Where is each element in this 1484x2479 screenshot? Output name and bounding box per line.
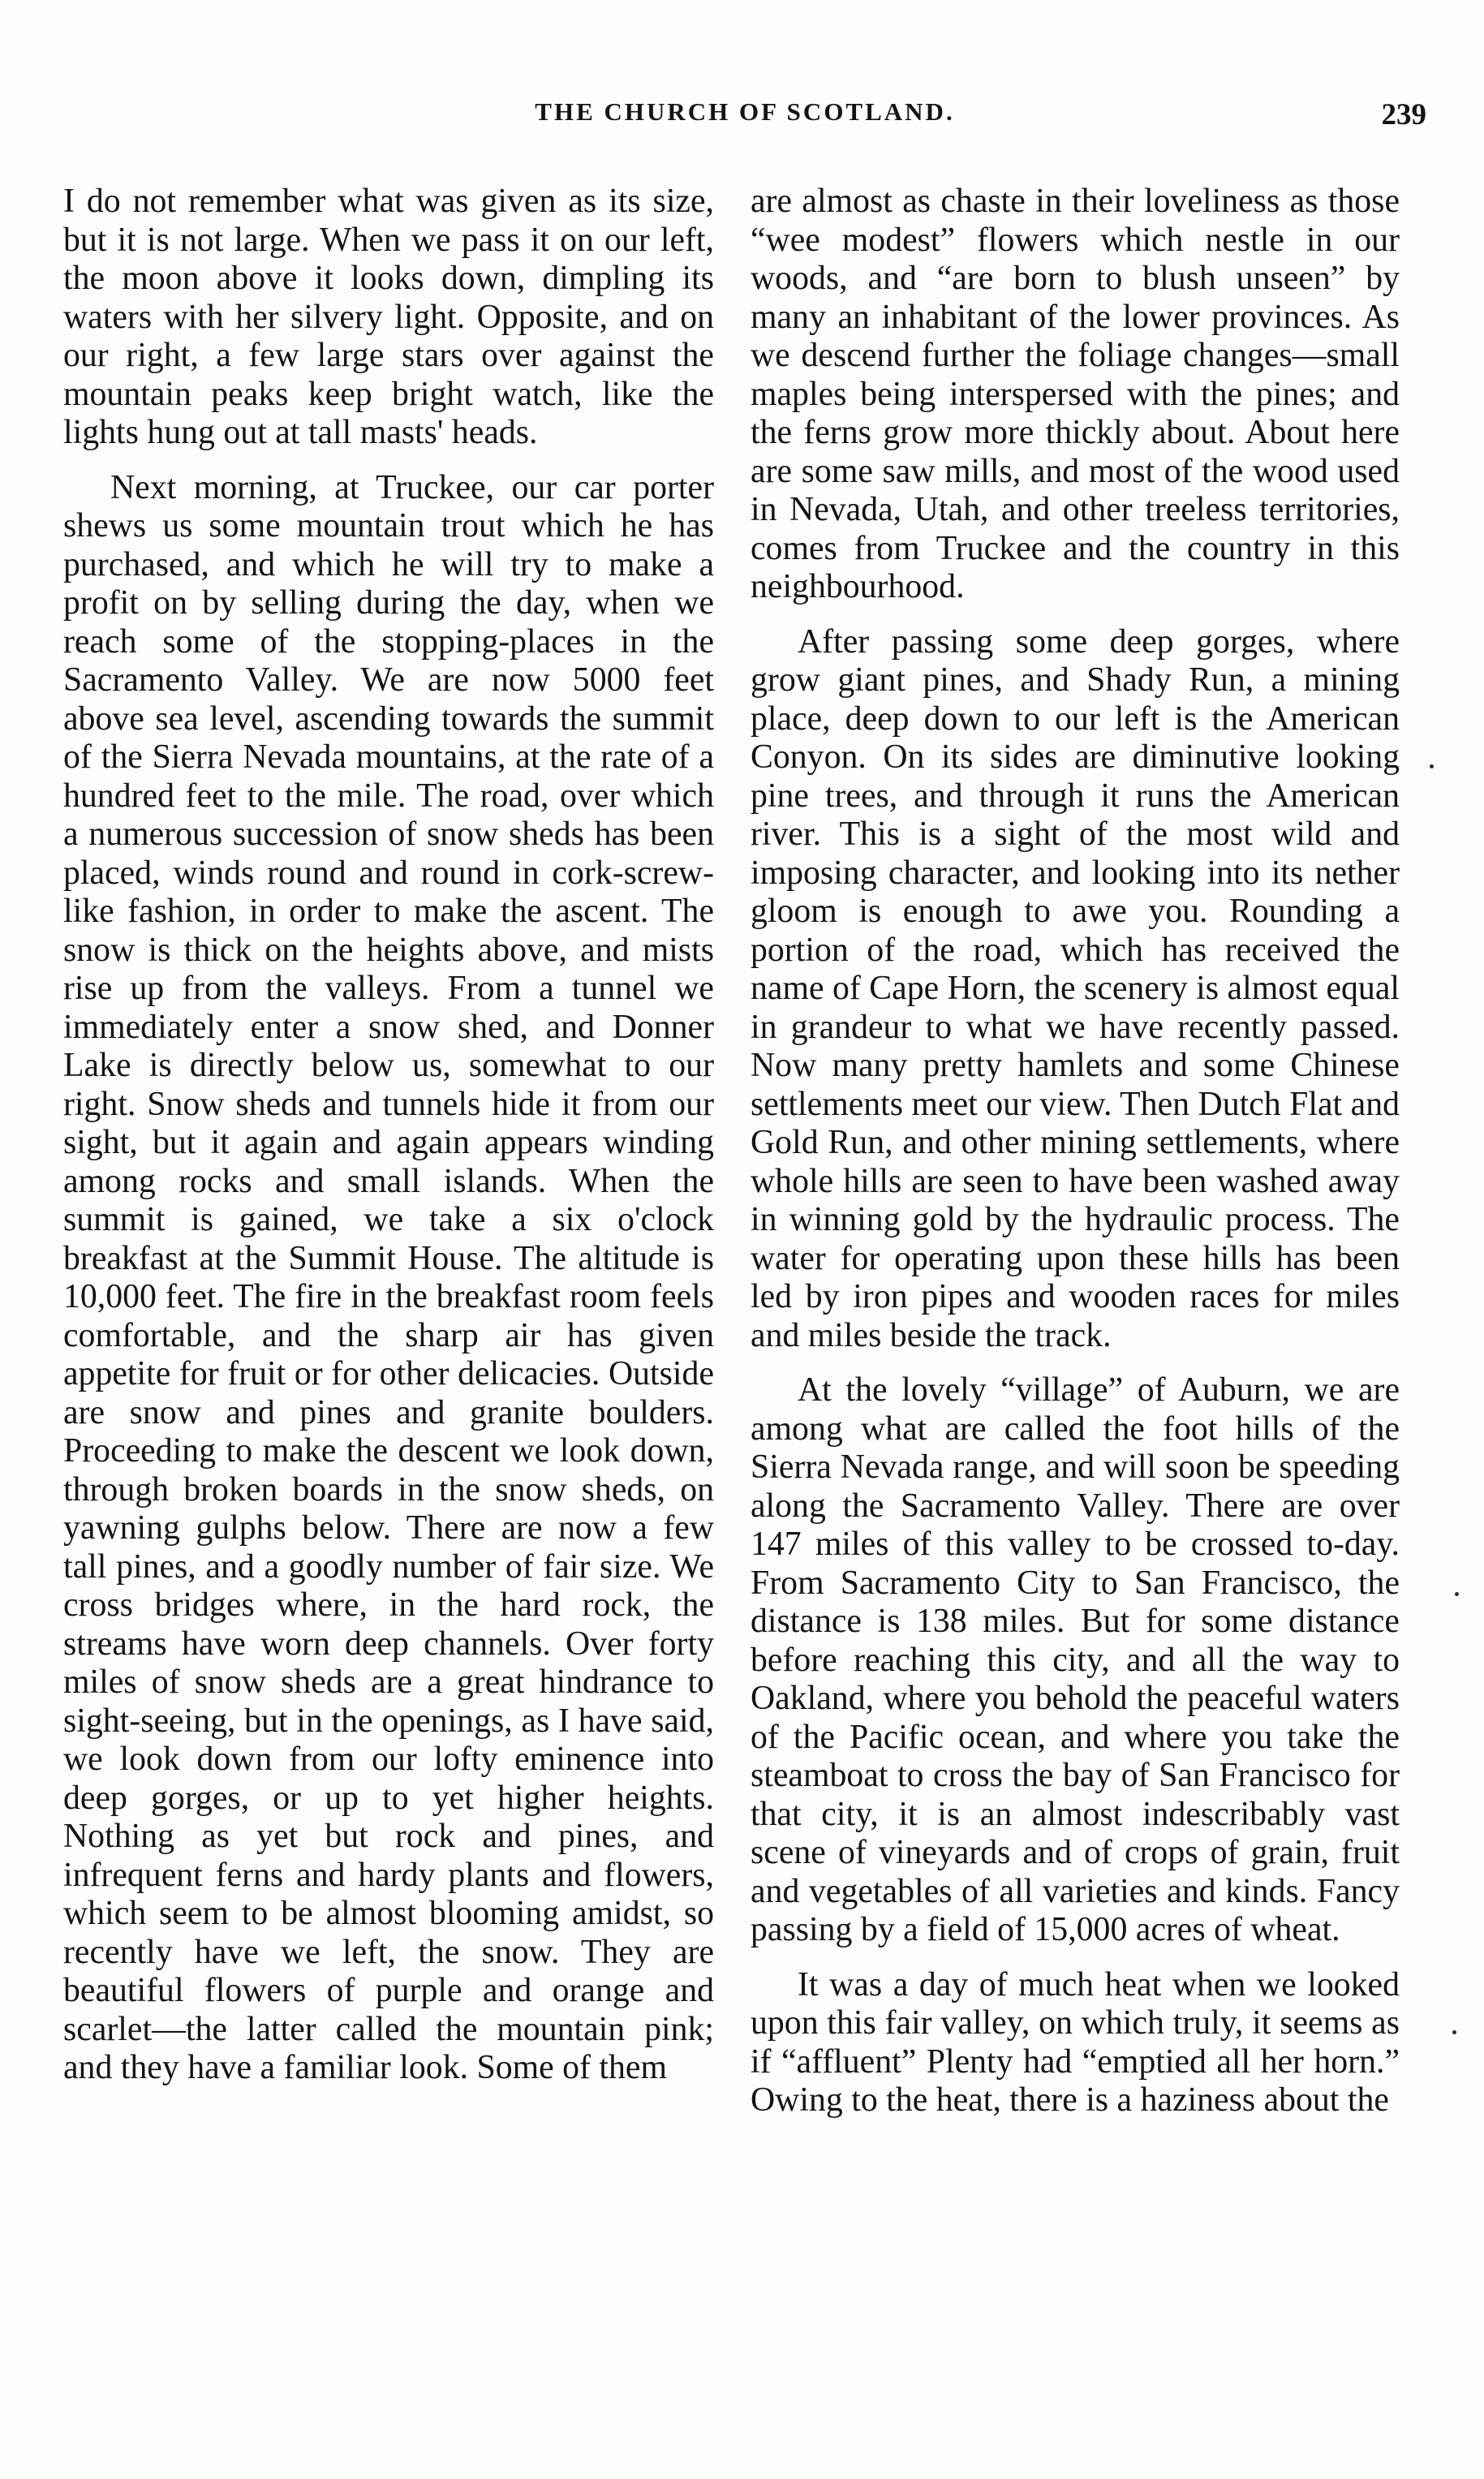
margin-speck (1455, 1592, 1459, 1596)
paragraph: It was a day of much heat when we looked upon this fair valley, on which truly, it seems as if “affluent” Plenty had “emptied all her horn.” Owing to the heat, there is a haziness about the (751, 1965, 1400, 2119)
paragraph: At the lovely “village” of Auburn, we are among what are called the foot hills of the Sierra Nevada range, and will soon be speeding along the Sacramento Valley. There are over 147 miles of this valley to be crossed to-day. From Sacramento City to San Francisco, the distance is 138 miles. But for some distance before reaching this city, and all the way to Oakland, where you behold the peaceful waters of the Pacific ocean, and where you take the steamboat to cross the bay of San Francisco for that city, it is an almost indescribably vast scene of vineyards and of crops of grain, fruit and vegetables of all varieties and kinds. Fancy passing by a field of 15,000 acres of wheat. (751, 1371, 1400, 1948)
left-column (63, 183, 714, 2088)
page-number: 239 (1381, 98, 1426, 131)
paragraph: Next morning, at Truckee, our car porter shews us some mountain trout which he has purchased, and which he will try to make a profit on by selling during the day, when we reach some of the stopping-places in the Sacramento Valley. We are now 5000 feet above sea level, ascending towards the summit of the Sierra Nevada mountains, at the rate of a hundred feet to the mile. The road, over which a numerous succession of snow sheds has been placed, winds round and round in cork-screw-like fashion, in order to make the ascent. The snow is thick on the heights above, and mists rise up from the valleys. From a tunnel we immediately enter a snow shed, and Donner Lake is directly below us, somewhat to our right. Snow sheds and tunnels hide it from our sight, but it again and again appears winding among rocks and small islands. When the summit is gained, we take a six o'clock breakfast at the Summit House. The altitude is 10,000 feet. The fire in the breakfast room feels comfortable, and the sharp air has given appetite for fruit or for other delicacies. Outside are snow and pines and granite boulders. Proceeding to make the descent we look down, through broken boards in the snow sheds, on yawning gulphs below. There are now a few tall pines, and a goodly number of fair size. We cross bridges where, in the hard rock, the streams have worn deep channels. Over forty miles of snow sheds are a great hindrance to sight-seeing, but in the openings, as I have said, we look down from our lofty eminence into deep gorges, or up to yet higher heights. Nothing as yet but rock and pines, and infrequent ferns and hardy plants and flowers, which seem to be almost blooming amidst, so recently have we left, the snow. They are beautiful flowers of purple and orange and scarlet—the latter called the mountain pink; and they have a familiar look. Some of them (63, 468, 714, 2086)
paragraph: are almost as chaste in their loveliness as those “wee modest” flowers which nestle in our woods, and “are born to blush unseen” by many an inhabitant of the lower provinces. As we descend further the foliage changes—small maples being interspersed with the pines; and the ferns grow more thickly about. About here are some saw mills, and most of the wood used in Nevada, Utah, and other treeless territories, comes from Truckee and the country in this neighbourhood. (751, 183, 1400, 605)
margin-speck (1430, 764, 1434, 768)
paragraph: I do not remember what was given as its size, but it is not large. When we pass it on our left, the moon above it looks down, dimpling its waters with her silvery light. Opposite, and on our right, a few large stars over against the mountain peaks keep bright watch, like the lights hung out at tall masts' heads. (63, 183, 714, 451)
right-column (751, 183, 1400, 2120)
page-header (63, 97, 1426, 146)
paragraph: After passing some deep gorges, where grow giant pines, and Shady Run, a mining place, deep down to our left is the American Conyon. On its sides are diminutive looking pine trees, and through it runs the American river. This is a sight of the most wild and imposing character, and looking into its nether gloom is enough to awe you. Rounding a portion of the road, which has received the name of Cape Horn, the scenery is almost equal in grandeur to what we have recently passed. Now many pretty hamlets and some Chinese settlements meet our view. Then Dutch Flat and Gold Run, and other mining settlements, where whole hills are seen to have been washed away in winning gold by the hydraulic process. The water for operating upon these hills has been led by iron pipes and wooden races for miles and miles beside the track. (751, 622, 1400, 1354)
running-title: THE CHURCH OF SCOTLAND. (535, 97, 955, 126)
margin-speck (1452, 2030, 1456, 2034)
